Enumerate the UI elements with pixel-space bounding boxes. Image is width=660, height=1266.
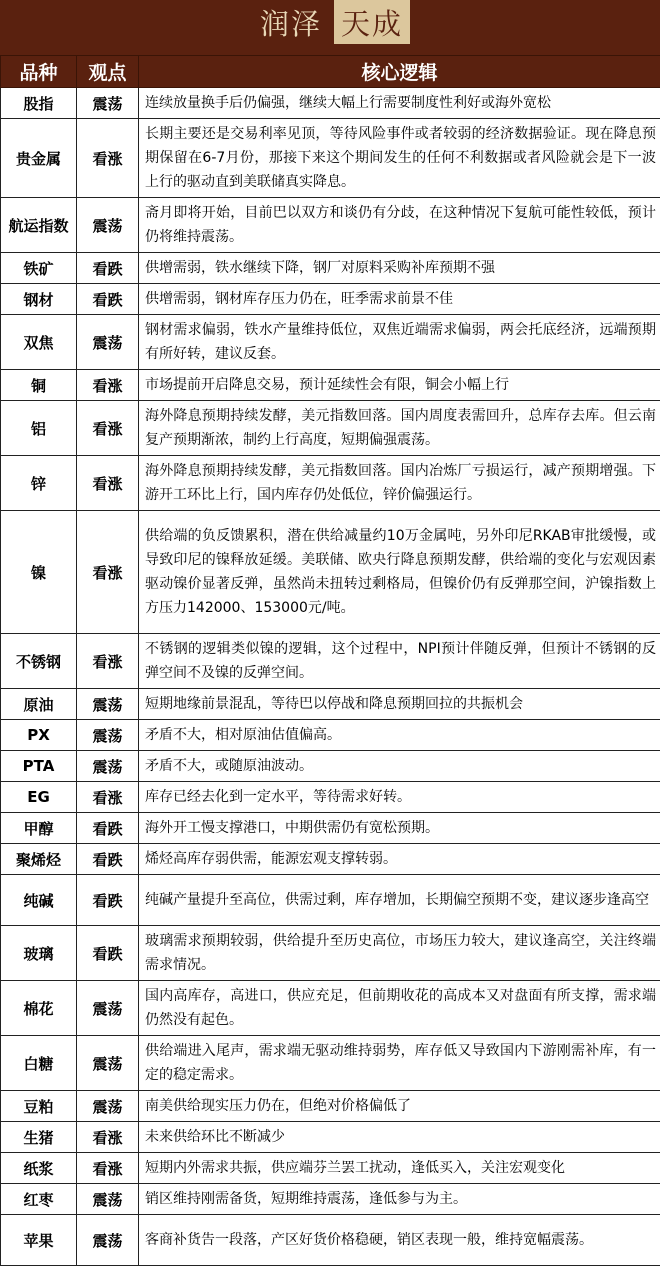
row-category: 纸浆	[1, 1153, 77, 1184]
header-banner	[0, 0, 660, 55]
table-header-row	[1, 56, 660, 88]
header-view: 观点	[77, 56, 139, 88]
row-logic: 海外降息预期持续发酵，美元指数回落。国内周度表需回升，总库存去库。但云南复产预期渐浓，制约上行高度，短期偏强震荡。	[139, 401, 660, 456]
row-logic: 南美供给现实压力仍在，但绝对价格偏低了	[139, 1091, 660, 1122]
row-view: 看跌	[77, 813, 139, 844]
table-row	[1, 253, 660, 284]
row-logic: 供给端进入尾声，需求端无驱动维持弱势，库存低又导致国内下游刚需补库，有一定的稳定需求。	[139, 1036, 660, 1091]
table-row	[1, 1036, 660, 1091]
table-row	[1, 401, 660, 456]
row-logic: 供给端的负反馈累积，潜在供给减量约10万金属吨，另外印尼RKAB审批缓慢，或导致印尼的镍释放延缓。美联储、欧央行降息预期发酵，供给端的变化与宏观因素驱动镍价显著反弹，虽然尚未扭转过剩格局，但镍价仍有反弹那空间，沪镍指数上方压力142000、153000元/吨。	[139, 511, 660, 634]
row-logic: 市场提前开启降息交易，预计延续性会有限，铜会小幅上行	[139, 370, 660, 401]
table-row	[1, 198, 660, 253]
row-category: EG	[1, 782, 77, 813]
row-view: 看涨	[77, 1122, 139, 1153]
table-row	[1, 119, 660, 198]
row-category: 棉花	[1, 981, 77, 1036]
table-row	[1, 751, 660, 782]
row-logic: 供增需弱，钢材库存压力仍在，旺季需求前景不佳	[139, 284, 660, 315]
row-view: 看跌	[77, 844, 139, 875]
table-row	[1, 1215, 660, 1266]
row-view: 看涨	[77, 370, 139, 401]
table-row	[1, 1091, 660, 1122]
row-view: 看涨	[77, 511, 139, 634]
table-row	[1, 720, 660, 751]
row-logic: 未来供给环比不断减少	[139, 1122, 660, 1153]
row-logic: 玻璃需求预期较弱，供给提升至历史高位，市场压力较大，建议逢高空，关注终端需求情况。	[139, 926, 660, 981]
row-view: 震荡	[77, 1215, 139, 1266]
row-logic: 纯碱产量提升至高位，供需过剩，库存增加，长期偏空预期不变，建议逐步逢高空	[139, 875, 660, 926]
row-view: 震荡	[77, 720, 139, 751]
row-view: 看涨	[77, 634, 139, 689]
table-row	[1, 370, 660, 401]
table-row	[1, 875, 660, 926]
row-logic: 短期地缘前景混乱，等待巴以停战和降息预期回拉的共振机会	[139, 689, 660, 720]
header-logic: 核心逻辑	[139, 56, 660, 88]
row-category: 铁矿	[1, 253, 77, 284]
row-logic: 销区维持刚需备货，短期维持震荡，逢低参与为主。	[139, 1184, 660, 1215]
table-row	[1, 1122, 660, 1153]
commodity-outlook-table	[0, 55, 660, 1266]
row-category: 镍	[1, 511, 77, 634]
row-category: 聚烯烃	[1, 844, 77, 875]
row-category: 玻璃	[1, 926, 77, 981]
row-view: 看涨	[77, 401, 139, 456]
row-logic: 客商补货告一段落，产区好货价格稳硬，销区表现一般，维持宽幅震荡。	[139, 1215, 660, 1266]
row-view: 震荡	[77, 689, 139, 720]
row-view: 看跌	[77, 284, 139, 315]
table-row	[1, 844, 660, 875]
table-row	[1, 315, 660, 370]
row-category: 生猪	[1, 1122, 77, 1153]
table-row	[1, 926, 660, 981]
table-row	[1, 88, 660, 119]
table-row	[1, 689, 660, 720]
row-logic: 库存已经去化到一定水平，等待需求好转。	[139, 782, 660, 813]
row-logic: 国内高库存，高进口，供应充足，但前期收花的高成本又对盘面有所支撑，需求端仍然没有起色。	[139, 981, 660, 1036]
row-category: 苹果	[1, 1215, 77, 1266]
row-category: 股指	[1, 88, 77, 119]
row-view: 看涨	[77, 1153, 139, 1184]
row-category: 铝	[1, 401, 77, 456]
brand-logo	[252, 0, 410, 44]
row-category: 红枣	[1, 1184, 77, 1215]
row-logic: 长期主要还是交易利率见顶，等待风险事件或者较弱的经济数据验证。现在降息预期保留在6-7月份，那接下来这个期间发生的任何不利数据或者风险就会是下一波上行的驱动直到美联储真实降息。	[139, 119, 660, 198]
table-row	[1, 1153, 660, 1184]
row-logic: 不锈钢的逻辑类似镍的逻辑，这个过程中，NPI预计伴随反弹，但预计不锈钢的反弹空间不及镍的反弹空间。	[139, 634, 660, 689]
row-category: 纯碱	[1, 875, 77, 926]
header-category: 品种	[1, 56, 77, 88]
row-category: 豆粕	[1, 1091, 77, 1122]
logo-left-text: 润泽	[252, 0, 330, 44]
row-view: 看涨	[77, 782, 139, 813]
row-category: 锌	[1, 456, 77, 511]
row-view: 震荡	[77, 751, 139, 782]
row-logic: 海外降息预期持续发酵，美元指数回落。国内冶炼厂亏损运行，减产预期增强。下游开工环比上行，国内库存仍处低位，锌价偏强运行。	[139, 456, 660, 511]
table-row	[1, 981, 660, 1036]
row-category: 原油	[1, 689, 77, 720]
row-logic: 供增需弱，铁水继续下降，钢厂对原料采购补库预期不强	[139, 253, 660, 284]
row-category: 甲醇	[1, 813, 77, 844]
row-category: 双焦	[1, 315, 77, 370]
row-view: 震荡	[77, 1091, 139, 1122]
row-view: 震荡	[77, 1036, 139, 1091]
row-category: 贵金属	[1, 119, 77, 198]
table-row	[1, 1184, 660, 1215]
row-view: 震荡	[77, 198, 139, 253]
row-logic: 短期内外需求共振，供应端芬兰罢工扰动，逢低买入，关注宏观变化	[139, 1153, 660, 1184]
table-row	[1, 782, 660, 813]
row-category: 不锈钢	[1, 634, 77, 689]
row-logic: 矛盾不大，或随原油波动。	[139, 751, 660, 782]
row-view: 看涨	[77, 119, 139, 198]
row-view: 看跌	[77, 926, 139, 981]
row-view: 看跌	[77, 875, 139, 926]
table-row	[1, 511, 660, 634]
table-row	[1, 813, 660, 844]
logo-right-text: 天成	[334, 0, 410, 44]
row-logic: 烯烃高库存弱供需，能源宏观支撑转弱。	[139, 844, 660, 875]
row-view: 震荡	[77, 315, 139, 370]
table-row	[1, 634, 660, 689]
row-logic: 海外开工慢支撑港口，中期供需仍有宽松预期。	[139, 813, 660, 844]
table-row	[1, 284, 660, 315]
row-logic: 连续放量换手后仍偏强，继续大幅上行需要制度性利好或海外宽松	[139, 88, 660, 119]
row-view: 看涨	[77, 456, 139, 511]
row-category: 铜	[1, 370, 77, 401]
table-row	[1, 456, 660, 511]
row-view: 震荡	[77, 981, 139, 1036]
row-category: PX	[1, 720, 77, 751]
row-view: 震荡	[77, 1184, 139, 1215]
row-view: 震荡	[77, 88, 139, 119]
row-category: PTA	[1, 751, 77, 782]
row-logic: 钢材需求偏弱，铁水产量维持低位，双焦近端需求偏弱，两会托底经济，远端预期有所好转，建议反套。	[139, 315, 660, 370]
row-logic: 斋月即将开始，目前巴以双方和谈仍有分歧，在这种情况下复航可能性较低，预计仍将维持震荡。	[139, 198, 660, 253]
row-category: 航运指数	[1, 198, 77, 253]
row-view: 看跌	[77, 253, 139, 284]
row-category: 白糖	[1, 1036, 77, 1091]
row-category: 钢材	[1, 284, 77, 315]
row-logic: 矛盾不大，相对原油估值偏高。	[139, 720, 660, 751]
